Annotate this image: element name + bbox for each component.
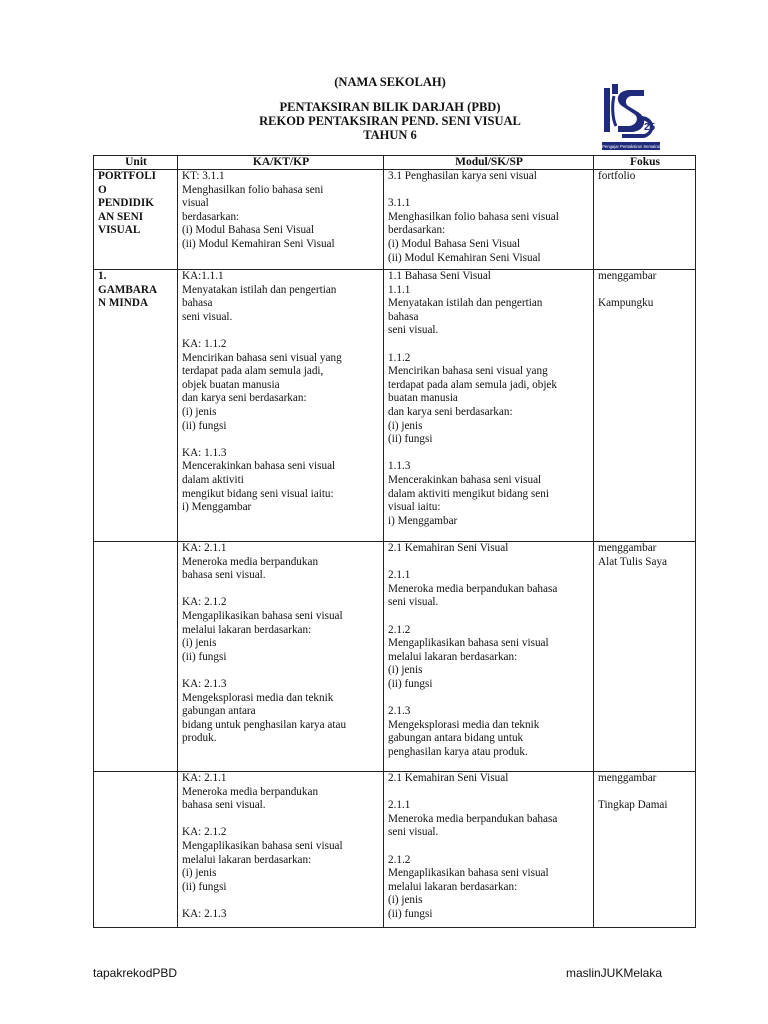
cell-line: (ii) fungsi bbox=[388, 433, 433, 446]
cell-line bbox=[388, 840, 590, 854]
logo-caption: Pengajar Pentaksiran Semalrai bbox=[602, 144, 660, 149]
cell-line: seni visual. bbox=[388, 826, 439, 839]
cell-line: KA:1.1.1 bbox=[182, 270, 224, 282]
cell-fokus bbox=[594, 772, 696, 928]
cell-line: bidang untuk penghasilan karya atau bbox=[182, 718, 347, 731]
cell-line: KA: 2.1.2 bbox=[182, 826, 227, 839]
cell-line: GAMBARA bbox=[98, 283, 158, 296]
cell-line: i) Menggambar bbox=[388, 514, 458, 527]
footer-right: maslinJUKMelaka bbox=[566, 966, 663, 980]
cell-line bbox=[598, 284, 692, 298]
cell-line bbox=[388, 692, 590, 706]
cell-line: KT: 3.1.1 bbox=[182, 170, 225, 182]
table-header-row bbox=[94, 156, 696, 170]
cell-line: berdasarkan: bbox=[182, 210, 240, 223]
cell-line: (ii) fungsi bbox=[388, 677, 433, 690]
cell-line bbox=[182, 433, 380, 447]
table-row bbox=[94, 772, 696, 928]
cell-line: i) Menggambar bbox=[182, 501, 252, 514]
cell-line bbox=[388, 447, 590, 461]
cell-line: menggambar bbox=[598, 772, 657, 784]
column-header-unit: Unit bbox=[94, 156, 178, 170]
cell-line: gabungan antara bbox=[182, 705, 256, 718]
cell-line: menggambar bbox=[598, 542, 657, 554]
cell-line bbox=[182, 813, 380, 827]
cell-line: Menyatakan istilah dan pengertian bbox=[182, 283, 337, 296]
cell-line: 2.1.3 bbox=[388, 705, 411, 718]
cell-line: Meneroka media berpandukan bbox=[182, 785, 319, 798]
cell-line: Mencirikan bahasa seni visual yang bbox=[388, 365, 548, 378]
cell-unit bbox=[94, 542, 178, 772]
cell-line: seni visual. bbox=[388, 596, 439, 609]
cell-line: (i) Modul Bahasa Seni Visual bbox=[388, 237, 521, 250]
column-header-modul: Modul/SK/SP bbox=[384, 156, 594, 170]
cell-line: objek buatan manusia bbox=[182, 378, 280, 391]
cell-line: KA: 2.1.3 bbox=[182, 907, 227, 920]
cell-line: AN SENI bbox=[98, 210, 144, 223]
cell-line bbox=[182, 894, 380, 908]
cell-line: KA: 2.1.2 bbox=[182, 596, 227, 609]
cell-line: melalui lakaran berdasarkan: bbox=[182, 623, 312, 636]
cell-ka bbox=[178, 170, 384, 270]
table-row bbox=[94, 542, 696, 772]
document-subtitle: REKOD PENTAKSIRAN PEND. SENI VISUAL bbox=[259, 114, 521, 128]
cell-line: 2.1.2 bbox=[388, 853, 411, 866]
logo-badge: 25 bbox=[644, 122, 656, 133]
cell-line: PENDIDIK bbox=[98, 197, 154, 210]
footer-left: tapakrekodPBD bbox=[93, 966, 178, 980]
cell-line: produk. bbox=[182, 732, 217, 745]
cell-line: Alat Tulis Saya bbox=[598, 555, 668, 568]
cell-line: Mencerakinkan bahasa seni visual bbox=[388, 473, 542, 486]
column-header-fokus: Fokus bbox=[594, 156, 696, 170]
assessment-table bbox=[93, 155, 696, 928]
cell-line: 3.1 Penghasilan karya seni visual bbox=[388, 170, 537, 182]
cell-ka bbox=[178, 772, 384, 928]
cell-line: KA: 2.1.3 bbox=[182, 677, 227, 690]
cell-line: Meneroka media berpandukan bahasa bbox=[388, 582, 558, 595]
cell-line: menggambar bbox=[598, 270, 657, 282]
cell-line bbox=[388, 610, 590, 624]
cell-line: KA: 1.1.2 bbox=[182, 337, 227, 350]
cell-line: dan karya seni berdasarkan: bbox=[388, 405, 513, 418]
cell-ka bbox=[178, 270, 384, 542]
cell-line: (ii) fungsi bbox=[182, 880, 227, 893]
cell-line: visual bbox=[182, 197, 209, 210]
cell-line: 2.1 Kemahiran Seni Visual bbox=[388, 772, 509, 784]
cell-line: Meneroka media berpandukan bahasa bbox=[388, 812, 558, 825]
organization-logo bbox=[600, 82, 662, 154]
cell-line: melalui lakaran berdasarkan: bbox=[182, 853, 312, 866]
cell-line: dalam aktiviti bbox=[182, 473, 244, 486]
cell-modul bbox=[384, 542, 594, 772]
cell-line: Mencerakinkan bahasa seni visual bbox=[182, 460, 336, 473]
document-title: PENTAKSIRAN BILIK DARJAH (PBD) bbox=[279, 100, 501, 114]
cell-line: KA: 1.1.3 bbox=[182, 446, 227, 459]
cell-line bbox=[182, 583, 380, 597]
cell-unit bbox=[94, 772, 178, 928]
cell-line: Tingkap Damai bbox=[598, 799, 668, 812]
cell-line: terdapat pada alam semula jadi, objek bbox=[388, 378, 557, 391]
cell-line bbox=[598, 786, 692, 800]
cell-line: (ii) fungsi bbox=[182, 650, 227, 663]
cell-line: Mencirikan bahasa seni visual yang bbox=[182, 351, 342, 364]
cell-line: 2.1.2 bbox=[388, 623, 411, 636]
cell-line: 2.1.1 bbox=[388, 799, 411, 812]
cell-line: N MINDA bbox=[98, 297, 149, 310]
cell-line bbox=[388, 556, 590, 570]
cell-line: 1. bbox=[98, 270, 107, 282]
cell-line: 1.1.1 bbox=[388, 283, 411, 296]
cell-line: penghasilan karya atau produk. bbox=[388, 745, 528, 758]
column-header-ka: KA/KT/KP bbox=[178, 156, 384, 170]
cell-line: berdasarkan: bbox=[388, 224, 446, 237]
cell-line: 1.1.2 bbox=[388, 351, 411, 364]
cell-fokus bbox=[594, 270, 696, 542]
cell-line: Mengeksplorasi media dan teknik bbox=[182, 691, 334, 704]
cell-line: seni visual. bbox=[182, 310, 233, 323]
cell-line: VISUAL bbox=[98, 224, 141, 237]
cell-line: (i) jenis bbox=[388, 894, 423, 907]
cell-line: Mengeksplorasi media dan teknik bbox=[388, 718, 540, 731]
cell-fokus bbox=[594, 542, 696, 772]
cell-line: fortfolio bbox=[598, 170, 636, 182]
cell-line: Mengaplikasikan bahasa seni visual bbox=[388, 867, 549, 880]
cell-line: melalui lakaran berdasarkan: bbox=[388, 650, 518, 663]
cell-line: melalui lakaran berdasarkan: bbox=[388, 880, 518, 893]
cell-line bbox=[388, 184, 590, 198]
cell-line: bahasa bbox=[182, 297, 213, 310]
table-row bbox=[94, 170, 696, 270]
cell-line: (ii) Modul Kemahiran Seni Visual bbox=[388, 251, 541, 264]
cell-line: buatan manusia bbox=[388, 392, 458, 405]
cell-line: Mengaplikasikan bahasa seni visual bbox=[182, 839, 343, 852]
cell-line: (ii) fungsi bbox=[388, 907, 433, 920]
cell-line: Mengaplikasikan bahasa seni visual bbox=[388, 637, 549, 650]
cell-line: PORTFOLI bbox=[98, 170, 157, 182]
cell-line: bahasa bbox=[388, 310, 419, 323]
cell-fokus bbox=[594, 170, 696, 270]
cell-line: (ii) Modul Kemahiran Seni Visual bbox=[182, 237, 335, 250]
cell-line: mengikut bidang seni visual iaitu: bbox=[182, 487, 334, 500]
cell-line: Menyatakan istilah dan pengertian bbox=[388, 297, 543, 310]
cell-line: (ii) fungsi bbox=[182, 419, 227, 432]
cell-line: 2.1.1 bbox=[388, 569, 411, 582]
cell-line: (i) jenis bbox=[388, 664, 423, 677]
cell-line bbox=[388, 338, 590, 352]
cell-line: (i) jenis bbox=[182, 867, 217, 880]
cell-unit bbox=[94, 170, 178, 270]
cell-line: Menghasilkan folio bahasa seni visual bbox=[388, 210, 559, 223]
cell-line: (i) jenis bbox=[182, 405, 217, 418]
cell-ka bbox=[178, 542, 384, 772]
cell-line: O bbox=[98, 183, 107, 196]
cell-line: terdapat pada alam semula jadi, bbox=[182, 365, 324, 378]
cell-line: bahasa seni visual. bbox=[182, 799, 266, 812]
cell-line bbox=[388, 786, 590, 800]
cell-unit bbox=[94, 270, 178, 542]
cell-line: (i) jenis bbox=[388, 419, 423, 432]
cell-line: KA: 2.1.1 bbox=[182, 542, 227, 554]
cell-line: Menghasilkan folio bahasa seni bbox=[182, 183, 324, 196]
cell-line: 3.1.1 bbox=[388, 197, 411, 210]
cell-line: (i) jenis bbox=[182, 637, 217, 650]
cell-line bbox=[182, 664, 380, 678]
cell-line: visual iaitu: bbox=[388, 501, 441, 514]
cell-line: KA: 2.1.1 bbox=[182, 772, 227, 784]
cell-line: (i) Modul Bahasa Seni Visual bbox=[182, 224, 315, 237]
school-name: (NAMA SEKOLAH) bbox=[334, 75, 446, 89]
cell-line: 2.1 Kemahiran Seni Visual bbox=[388, 542, 509, 554]
table-row bbox=[94, 270, 696, 542]
cell-line: Mengaplikasikan bahasa seni visual bbox=[182, 609, 343, 622]
cell-line: 1.1.3 bbox=[388, 460, 411, 473]
cell-line: Meneroka media berpandukan bbox=[182, 555, 319, 568]
cell-line: bahasa seni visual. bbox=[182, 569, 266, 582]
cell-modul bbox=[384, 170, 594, 270]
cell-line: dan karya seni berdasarkan: bbox=[182, 392, 307, 405]
cell-line: Kampungku bbox=[598, 297, 654, 310]
cell-line: seni visual. bbox=[388, 324, 439, 337]
cell-line: 1.1 Bahasa Seni Visual bbox=[388, 270, 491, 282]
cell-modul bbox=[384, 270, 594, 542]
document-year: TAHUN 6 bbox=[363, 128, 417, 142]
cell-line bbox=[182, 324, 380, 338]
cell-line: gabungan antara bidang untuk bbox=[388, 732, 524, 745]
cell-modul bbox=[384, 772, 594, 928]
cell-line: dalam aktiviti mengikut bidang seni bbox=[388, 487, 549, 500]
